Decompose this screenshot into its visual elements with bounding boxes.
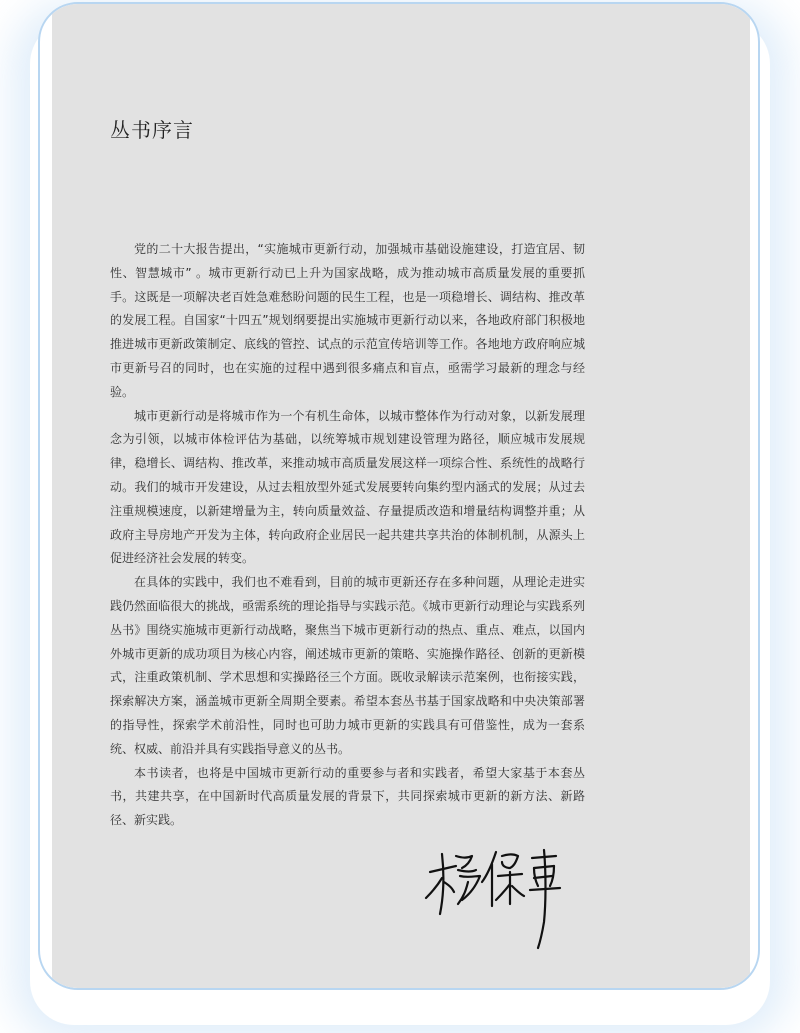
paragraph: 城市更新行动是将城市作为一个有机生命体，以城市整体作为行动对象，以新发展理念为引领，以城市体检评估为基础，以统筹城市规划建设管理为路径，顺应城市发展规律，稳增长、调结构、推改革，来推动城市高质量发展这样一项综合性、系统性的战略行动。我们的城市开发建设，从过去粗放型外延式发展要转向集约型内涵式的发展；从过去注重规模速度，以新建增量为主，转向质量效益、存量提质改造和增量结构调整并重；从政府主导房地产开发为主体，转向政府企业居民一起共建共享共治的体制机制，从源头上促进经济社会发展的转变。 <box>110 408 585 566</box>
page-card <box>38 2 760 990</box>
page-title: 丛书序言 <box>110 118 194 142</box>
handwritten-signature <box>422 842 562 952</box>
paragraph: 党的二十大报告提出，“实施城市更新行动，加强城市基础设施建设，打造宜居、韧性、智慧城市” 。城市更新行动已上升为国家战略，成为推动城市高质量发展的重要抓手。这既是一项解决老百姓急难愁盼问题的民生工程，也是一项稳增长、调结构、推改革的发展工程。自国家“十四五”规划纲要提出实施城市更新行动以来，各地政府部门积极地推进城市更新政策制定、底线的管控、试点的示范宣传培训等工作。各地地方政府响应城市更新号召的同时，也在实施的过程中遇到很多痛点和盲点，亟需学习最新的理念与经验。 <box>110 242 585 399</box>
paragraph: 本书读者，也将是中国城市更新行动的重要参与者和实践者，希望大家基于本套丛书，共建共享，在中国新时代高质量发展的背景下，共同探索城市更新的新方法、新路径、新实践。 <box>110 765 585 828</box>
paragraph: 在具体的实践中，我们也不难看到，目前的城市更新还存在多种问题，从理论走进实践仍然面临很大的挑战，亟需系统的理论指导与实践示范。《城市更新行动理论与实践系列丛书》围绕实施城市更新行动战略，聚焦当下城市更新行动的热点、重点、难点，以国内外城市更新的成功项目为核心内容，阐述城市更新的策略、实施操作路径、创新的更新模式，注重政策机制、学术思想和实操路径三个方面。既收录解读示范案例，也衔接实践，探索解决方案，涵盖城市更新全周期全要素。希望本套丛书基于国家战略和中央决策部署的指导性，探索学术前沿性，同时也可助力城市更新的实践具有可借鉴性，成为一套系统、权威、前沿并具有实践指导意义的丛书。 <box>110 575 585 756</box>
preface-body <box>110 238 585 833</box>
document-page <box>52 4 750 990</box>
